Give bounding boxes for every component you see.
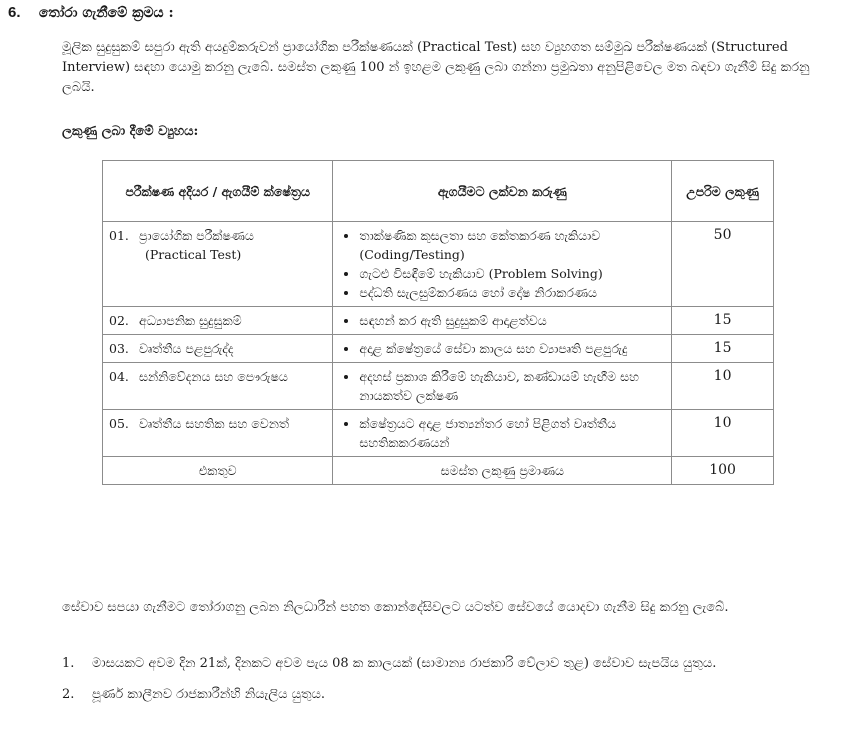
row-area (103, 363, 333, 410)
section-title: තෝරා ගැනීමේ ක්‍රමය : (38, 5, 174, 21)
row-area-label: වෘත්තීය පළපුරුද්ද (139, 341, 234, 356)
row-criteria (333, 335, 672, 363)
criteria-item: • තාක්ෂණික කුසලතා සහ කේතකරණ හැකියාව (Coding/Testing) (359, 226, 665, 264)
row-max-marks: 50 (672, 222, 774, 307)
condition-text: මාසයකට අවම දින 21ක්, දිනකට අවම පැය 08 ක කාලයක් (සාමාන්‍ය රාජකාරි වේලාව තුළ) සේවාව සැපයිය යුතුය. (92, 656, 717, 671)
row-area (103, 335, 333, 363)
closing-paragraph: සේවාව සපයා ගැනීමට තෝරාගනු ලබන නිලධාරීන් පහත කොන්දේසිවලට යටත්ව සේවයේ යොදවා ගැනීම සිදු කරනු ලැබේ. (62, 600, 729, 615)
criteria-item: • ගැටළු විසඳීමේ හැකියාව (Problem Solving) (359, 264, 665, 283)
table-total-row (103, 457, 774, 485)
criteria-list (339, 367, 665, 405)
row-area-label: ප්‍රායෝගික පරීක්ෂණය (139, 228, 254, 243)
table-body (103, 222, 774, 457)
table-header-row (103, 161, 774, 222)
table-row (103, 222, 774, 307)
row-criteria (333, 410, 672, 457)
condition-number: 2. (62, 687, 75, 702)
total-criteria: සමස්ත ලකුණු ප්‍රමාණය (333, 457, 672, 485)
header-criteria: ඇගයීමට ලක්වන කරුණු (333, 161, 672, 222)
row-number: 03. (109, 341, 129, 356)
criteria-item: • අදහස් ප්‍රකාශ කිරීමේ හැකියාව, කණ්ඩායම් හැඟීම සහ නායකත්ව ලක්ෂණ (359, 367, 665, 405)
row-area-label: වෘත්තීය සහතික සහ වෙනත් (139, 416, 290, 431)
header-max-marks: උපරිම ලකුණු (672, 161, 774, 222)
criteria-item: • සඳහන් කර ඇති සුදුසුකම් ආදාළත්වය (359, 311, 665, 330)
table-row (103, 335, 774, 363)
table-row (103, 363, 774, 410)
marks-table (102, 160, 774, 485)
criteria-list (339, 311, 665, 330)
row-number: 01. (109, 228, 129, 243)
row-number: 04. (109, 369, 129, 384)
table-row (103, 410, 774, 457)
condition-text: පූර්ණ කාලීනව රාජකාරීන්හි නියැලිය යුතුය. (92, 687, 326, 702)
criteria-list (339, 414, 665, 452)
row-max-marks: 10 (672, 410, 774, 457)
total-marks: 100 (672, 457, 774, 485)
row-area (103, 222, 333, 307)
row-max-marks: 15 (672, 307, 774, 335)
row-criteria (333, 363, 672, 410)
row-number: 05. (109, 416, 129, 431)
row-area (103, 410, 333, 457)
row-area (103, 307, 333, 335)
row-area-label: සන්නිවේදනය සහ පෞරුෂය (139, 369, 288, 384)
marks-structure-heading: ලකුණු ලබා දීමේ ව්‍යුහය: (62, 124, 199, 139)
criteria-item: • පද්ධති සැලසුම්කරණය හෝ දෝෂ නිරාකරණය (359, 283, 665, 302)
condition-number: 1. (62, 656, 75, 671)
total-label: එකතුව (103, 457, 333, 485)
condition-item (62, 685, 325, 705)
criteria-list (339, 226, 665, 302)
row-max-marks: 10 (672, 363, 774, 410)
row-max-marks: 15 (672, 335, 774, 363)
row-area-sublabel: (Practical Test) (145, 247, 242, 262)
intro-paragraph: මූලික සුදුසුකම් සපුරා ඇති අයදුම්කරුවන් ප්‍රායෝගික පරීක්ෂණයක් (Practical Test) සහ ව්‍යුහගත සම්මුඛ පරීක්ෂණයක් (Structured Interview) සඳහා යොමු කරනු ලැබේ. සමස්ත ලකුණු 100 න් ඉහළම ලකුණු ලබා ගන්නා ප්‍රමුඛතා අනුපිළිවෙල මත බඳවා ගැනීම් සිදු කරනු ලබයි. (62, 40, 810, 95)
criteria-list (339, 339, 665, 358)
condition-item (62, 654, 716, 674)
row-criteria (333, 307, 672, 335)
row-number: 02. (109, 313, 129, 328)
row-criteria (333, 222, 672, 307)
section-number: 6. (8, 4, 21, 21)
section-heading (8, 4, 174, 21)
table-row (103, 307, 774, 335)
header-area: පරීක්ෂණ අදියර / ඇගයීම් ක්ෂේත්‍රය (103, 161, 333, 222)
criteria-item: • අදාළ ක්ෂේත්‍රයේ සේවා කාලය සහ ව්‍යාපෘති පළපුරුදු (359, 339, 665, 358)
criteria-item: • ක්ෂේත්‍රයට අදාළ ජාත්‍යන්තර හෝ පිළිගත් වෘත්තීය සහතිකකරණයන් (359, 414, 665, 452)
row-area-label: අධ්‍යාපනික සුදුසුකම් (139, 313, 242, 328)
